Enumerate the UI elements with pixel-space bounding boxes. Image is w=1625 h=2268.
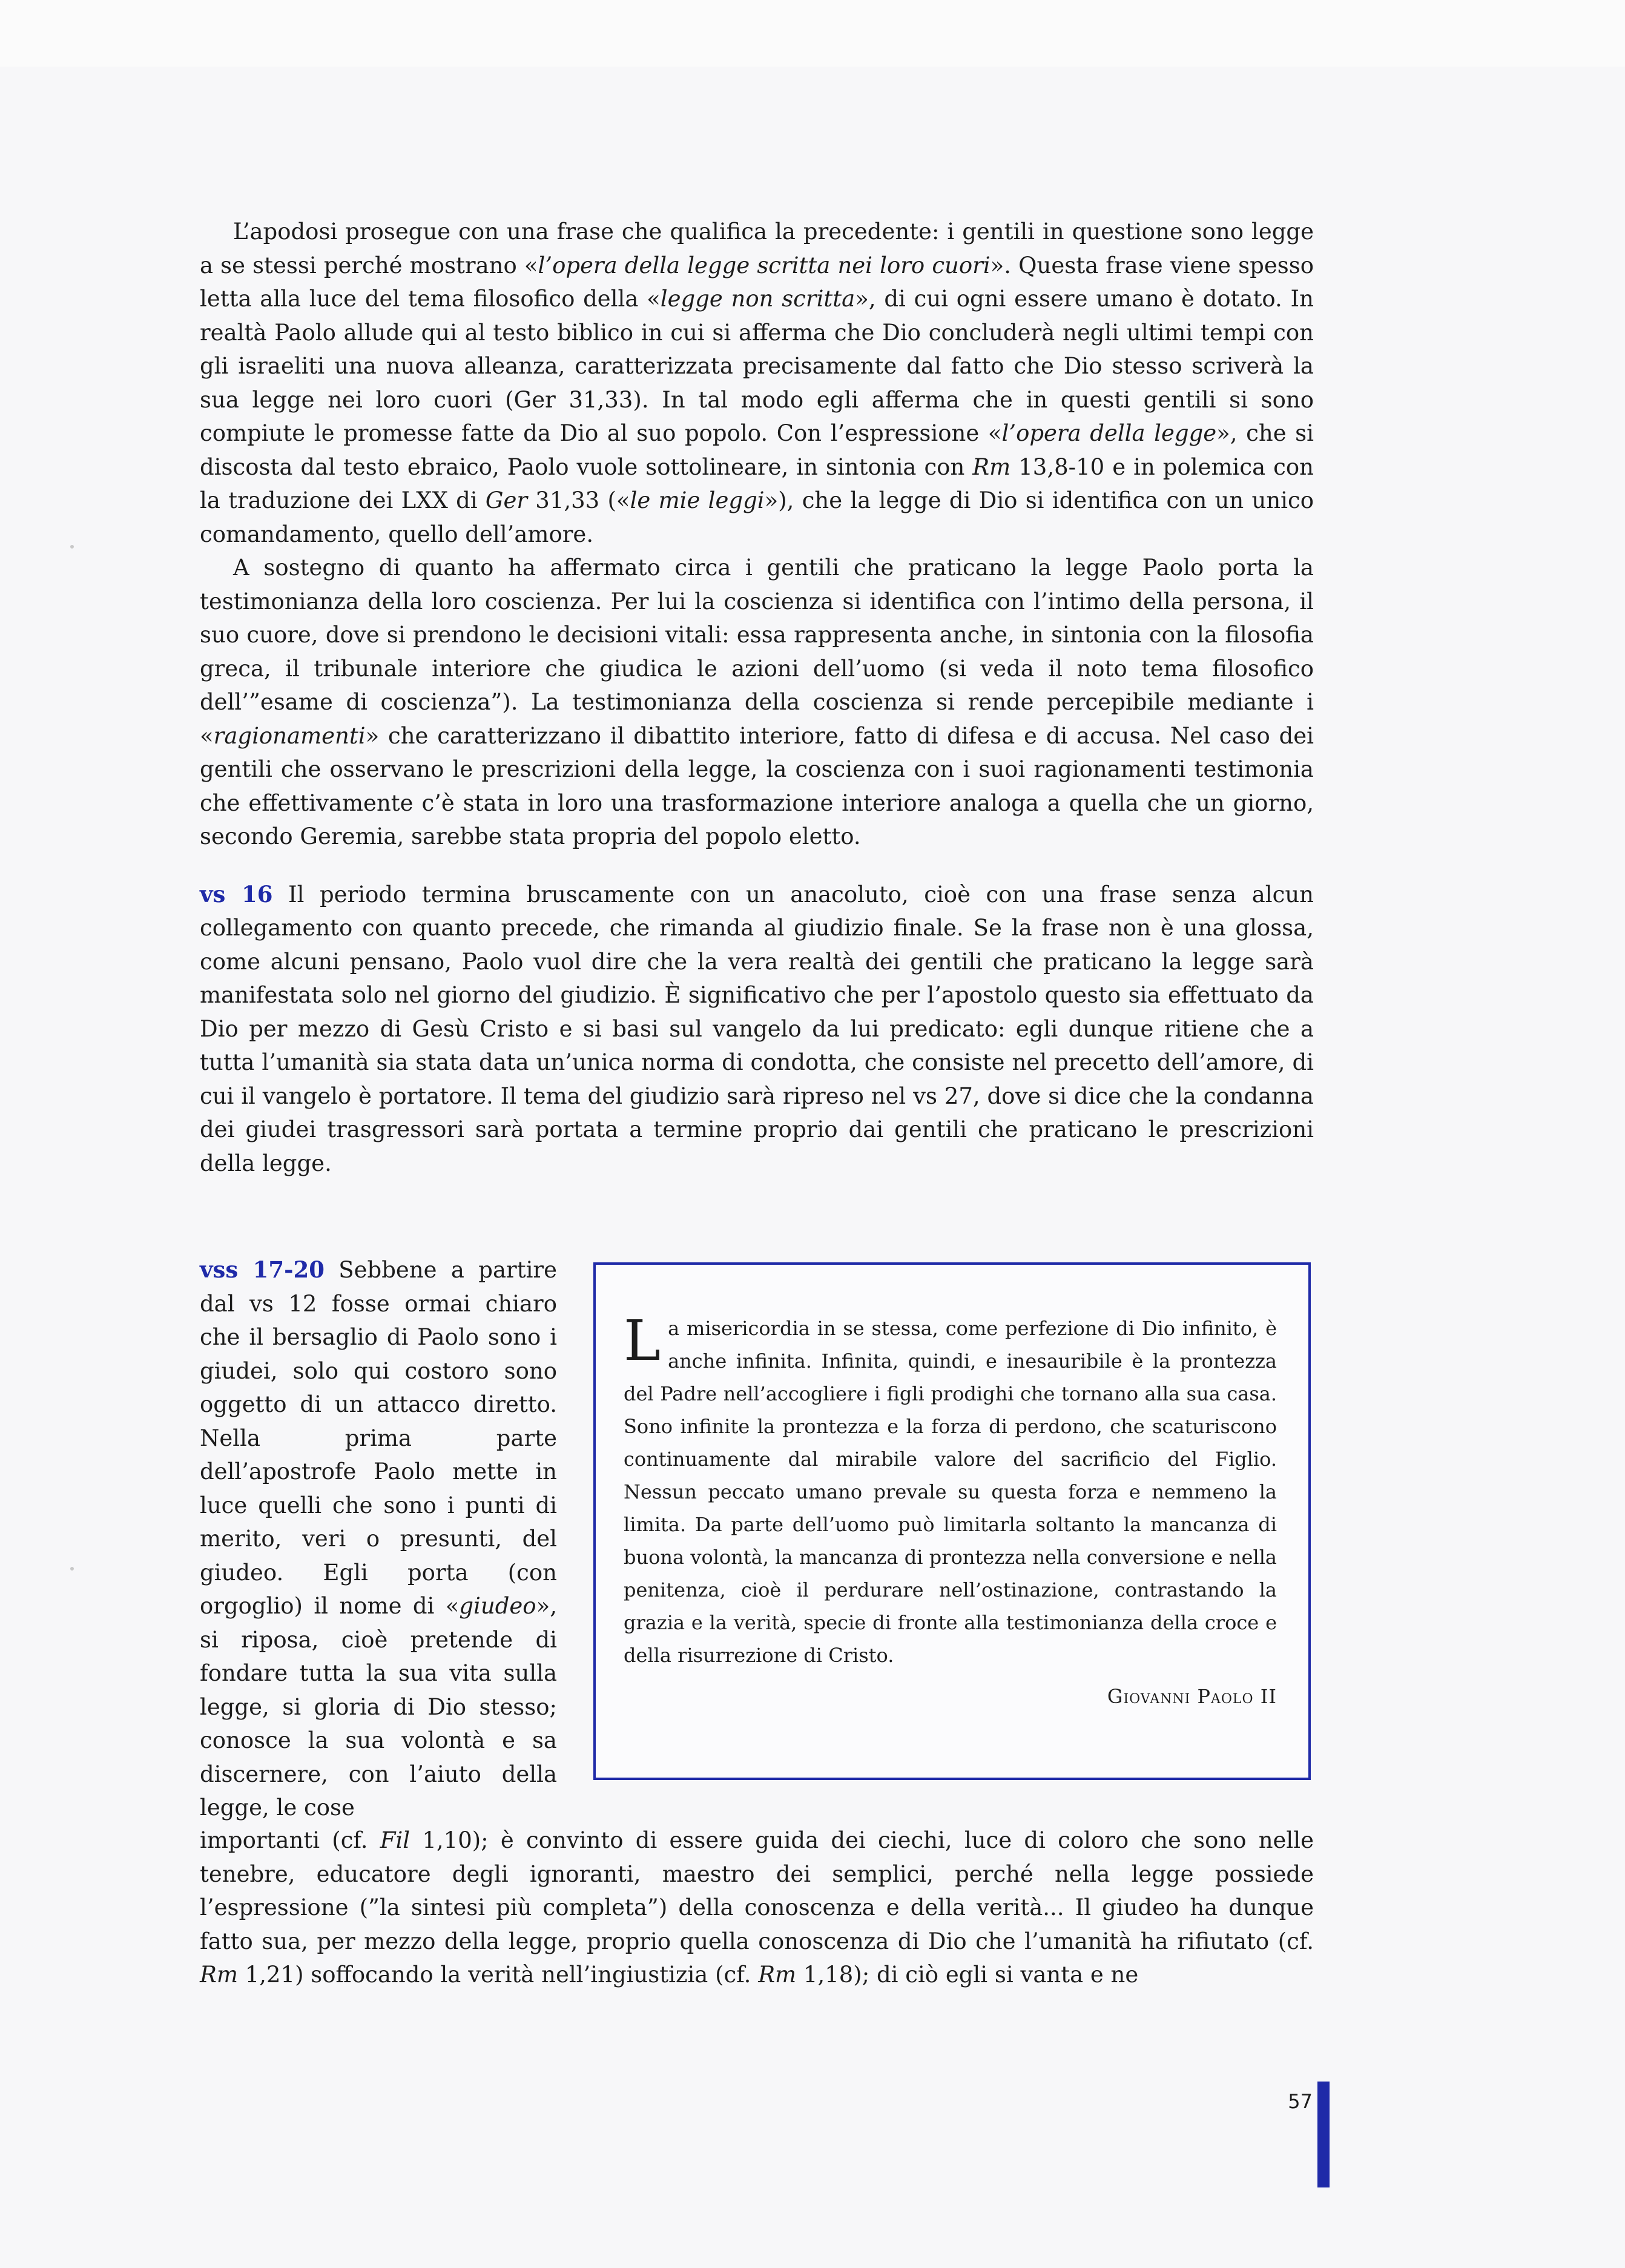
margin-mark — [70, 1567, 74, 1571]
quote-text: a misericordia in se stessa, come perfezione di Dio infinito, è anche infinita. Infinita, quindi, e inesauribile è la prontezza del Padre nell’accogliere i figli prodighi che tornano alla sua casa. Sono infinite la prontezza e la forza di perdono, che scaturiscono continuamente dal mirabile valore del sacrificio del Figlio. Nessun peccato umano prevale su questa forza e nemmeno la limita. Da parte dell’uomo può limitarla soltanto la mancanza di buona volontà, la mancanza di prontezza nella conversione e nella penitenza, cioè il perdurare nell’ostinazione, contrastando la grazia e la verità, specie di fronte alla testimonianza della croce e della risurrezione di Cristo. — [624, 1317, 1277, 1667]
verse-label: vss 17-20 — [200, 1256, 325, 1283]
paragraph-vs16: vs 16 Il periodo termina bruscamente con un anacoluto, cioè con una frase senza alcun collegamento con quanto precede, che rimanda al giudizio finale. Se la frase non è una glossa, come alcuni pensano, Paolo vuol dire che la vera realtà dei gentili che praticano la legge sarà manifestata solo nel giorno del giudizio. È significativo che per l’apostolo questo sia effettuato da Dio per mezzo di Gesù Cristo e si basi sul vangelo da lui predicato: egli dunque ritiene che a tutta l’umanità sia stata data un’unica norma di condotta, che consiste nel precetto dell’amore, di cui il vangelo è portatore. Il tema del giudizio sarà ripreso nel vs 27, dove si dice che la condanna dei giudei trasgressori sarà portata a termine proprio dai gentili che praticano le prescrizioni della legge. — [200, 880, 1314, 1176]
quote-box — [593, 1262, 1311, 1780]
continuation-text: importanti (cf. Fil 1,10); è convinto di essere guida dei ciechi, luce di coloro che sono nelle tenebre, educatore degli ignoranti, maestro dei semplici, perché nella legge possiede l’espressione (”la sintesi più completa”) della conoscenza e della verità... Il giudeo ha dunque fatto sua, per mezzo della legge, proprio quella conoscenza di Dio che l’umanità ha rifiutato (cf. Rm 1,21) soffocando la verità nell’ingiustizia (cf. Rm 1,18); di ciò egli si vanta e ne — [200, 1827, 1314, 1988]
verse-label: vs 16 — [200, 880, 273, 908]
paragraph-coscienza: A sostegno di quanto ha affermato circa i gentili che praticano la legge Paolo porta la testimonianza della loro coscienza. Per lui la coscienza si identifica con l’intimo della persona, il suo cuore, dove si prendono le decisioni vitali: essa rappresenta anche, in sintonia con la filosofia greca, il tribunale interiore che giudica le azioni dell’uomo (si veda il noto tema filosofico dell’”esame di coscienza”). La testimonianza della coscienza si rende percepibile mediante i «ragionamenti» che caratterizzano il dibattito interiore, fatto di difesa e di accusa. Nel caso dei gentili che osservano le prescrizioni della legge, la coscienza con i suoi ragionamenti testimonia che effettivamente c’è stata in loro una trasformazione interiore analoga a quella che un giorno, secondo Geremia, sarebbe stata propria del popolo eletto. — [200, 555, 1314, 849]
column-vss-17-20: vss 17-20 Sebbene a partire dal vs 12 fosse ormai chiaro che il bersaglio di Paolo sono i giudei, solo qui costoro sono oggetto di un attacco diretto. Nella prima parte dell’apostrofe Paolo mette in luce quelli che sono i punti di merito, veri o presunti, del giudeo. Egli porta (con orgoglio) il nome di «giudeo», si riposa, cioè pretende di fondare tutta la sua vita sulla legge, si gloria di Dio stesso; conosce la sua volontà e sa discernere, con l’aiuto della legge, le cose — [200, 1256, 557, 1821]
page-number: 57 — [1288, 2090, 1313, 2113]
drop-cap: L — [624, 1308, 661, 1373]
main-text — [200, 215, 1314, 1180]
page-number-bar — [1317, 2082, 1330, 2187]
quote-author: Giovanni Paolo II — [1107, 1685, 1277, 1708]
paragraph-apodosi: L’apodosi prosegue con una frase che qualifica la precedente: i gentili in questione sono legge a se stessi perché mostrano «l’opera della legge scritta nei loro cuori». Questa frase viene spesso letta alla luce del tema filosofico della «legge non scritta», di cui ogni essere umano è dotato. In realtà Paolo allude qui al testo biblico in cui si afferma che Dio concluderà negli ultimi tempi con gli israeliti una nuova alleanza, caratterizzata precisamente dal fatto che Dio stesso scriverà la sua legge nei loro cuori (Ger 31,33). In tal modo egli afferma che in questi gentili si sono compiute le promesse fatte da Dio al suo popolo. Con l’espressione «l’opera della legge», che si discosta dal testo ebraico, Paolo vuole sottolineare, in sintonia con Rm 13,8-10 e in polemica con la traduzione dei LXX di Ger 31,33 («le mie leggi»), che la legge di Dio si identifica con un unico comandamento, quello dell’amore. — [200, 219, 1314, 547]
margin-mark — [70, 545, 74, 549]
